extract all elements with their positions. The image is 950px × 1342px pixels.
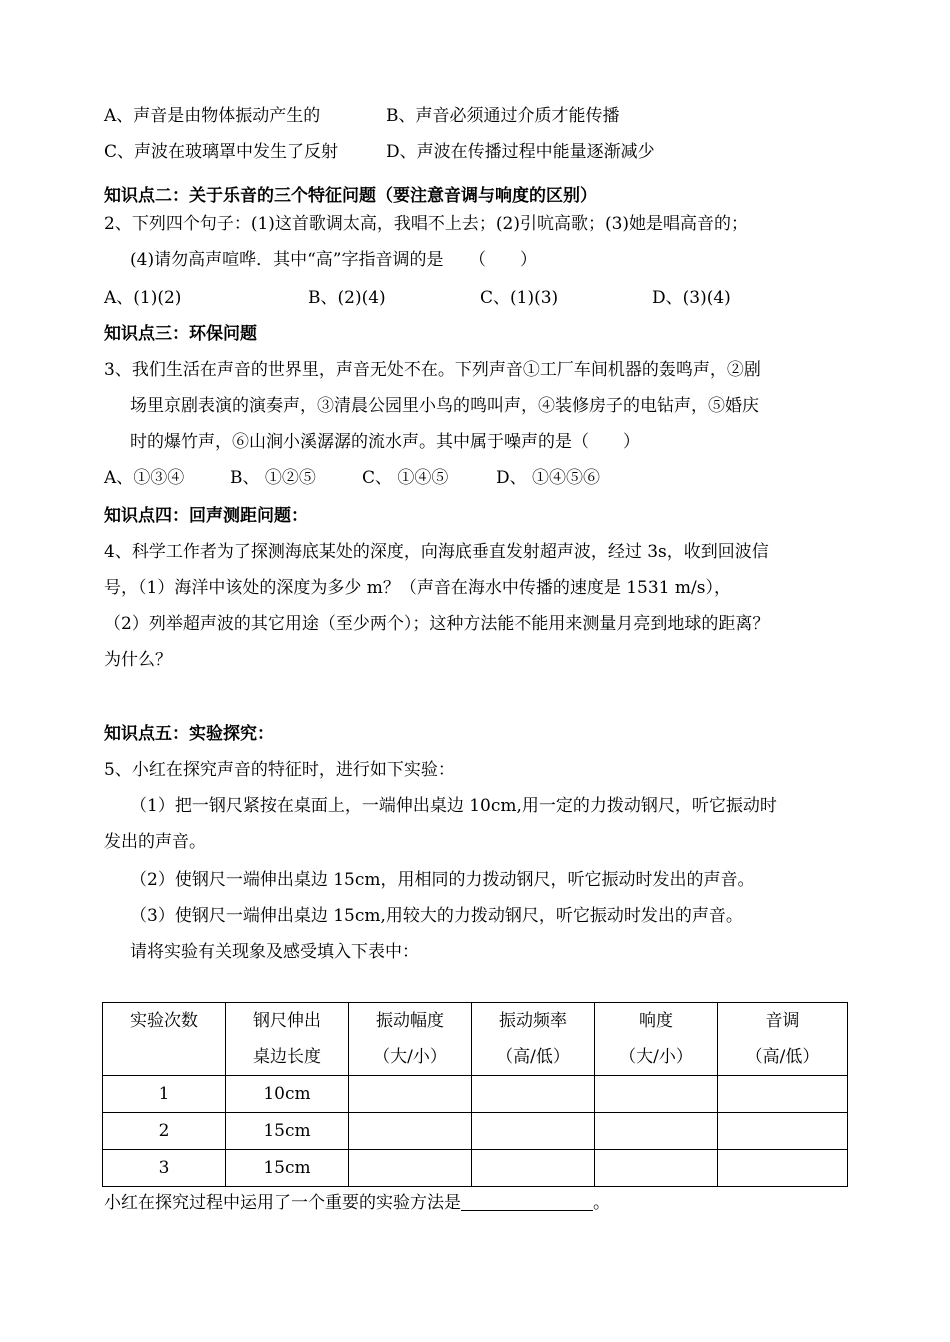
q2-option-b: B、(2)(4) xyxy=(308,288,386,308)
table-cell: 15cm xyxy=(226,1150,349,1187)
table-cell[interactable] xyxy=(595,1113,718,1150)
kp5-heading: 知识点五：实验探究： xyxy=(104,724,274,744)
table-cell: 2 xyxy=(103,1113,226,1150)
table-header-cell: 钢尺伸出 桌边长度 xyxy=(226,1003,349,1076)
table-cell[interactable] xyxy=(718,1076,848,1113)
table-cell[interactable] xyxy=(472,1150,595,1187)
table-cell[interactable] xyxy=(595,1076,718,1113)
q5-method-end: 。 xyxy=(593,1193,610,1213)
table-header-cell: 音调 （高/低） xyxy=(718,1003,848,1076)
q2-line-2: (4)请勿高声喧哗．其中“高”字指音调的是 （ ） xyxy=(130,250,537,270)
q1-option-c: C、声波在玻璃罩中发生了反射 xyxy=(104,142,339,162)
q4-line-1: 4、科学工作者为了探测海底某处的深度，向海底垂直发射超声波，经过 3s，收到回波信 xyxy=(104,542,769,562)
table-cell[interactable] xyxy=(718,1113,848,1150)
table-cell[interactable] xyxy=(349,1150,472,1187)
experiment-table xyxy=(102,1002,848,1187)
kp2-heading: 知识点二：关于乐音的三个特征问题（要注意音调与响度的区别） xyxy=(104,186,597,206)
q5-step-1b: 发出的声音。 xyxy=(104,832,206,852)
kp3-heading: 知识点三：环保问题 xyxy=(104,324,257,344)
q5-method-line xyxy=(104,1190,610,1215)
q3-option-b: B、 ①②⑤ xyxy=(230,468,316,488)
q5-intro: 5、小红在探究声音的特征时，进行如下实验： xyxy=(104,760,455,780)
q4-line-3: （2）列举超声波的其它用途（至少两个）；这种方法能不能用来测量月亮到地球的距离？ xyxy=(104,614,770,634)
table-cell[interactable] xyxy=(595,1150,718,1187)
q5-fill-instruction: 请将实验有关现象及感受填入下表中： xyxy=(130,942,419,962)
q5-step-2: （2）使钢尺一端伸出桌边 15cm，用相同的力拨动钢尺，听它振动时发出的声音。 xyxy=(130,870,755,890)
table-row xyxy=(103,1076,848,1113)
answer-blank[interactable] xyxy=(461,1190,593,1211)
table-cell: 10cm xyxy=(226,1076,349,1113)
table-cell[interactable] xyxy=(349,1076,472,1113)
table-cell[interactable] xyxy=(718,1150,848,1187)
table-cell: 3 xyxy=(103,1150,226,1187)
q3-option-a: A、①③④ xyxy=(104,468,185,488)
table-cell: 15cm xyxy=(226,1113,349,1150)
table-cell: 1 xyxy=(103,1076,226,1113)
table-header-cell: 实验次数 xyxy=(103,1003,226,1076)
q2-option-a: A、(1)(2) xyxy=(104,288,182,308)
q5-method-text: 小红在探究过程中运用了一个重要的实验方法是 xyxy=(104,1193,461,1213)
table-cell[interactable] xyxy=(472,1113,595,1150)
q3-line-3: 时的爆竹声，⑥山涧小溪潺潺的流水声。其中属于噪声的是（ ） xyxy=(130,432,640,452)
q5-step-1a: （1）把一钢尺紧按在桌面上，一端伸出桌边 10cm,用一定的力拨动钢尺，听它振动时 xyxy=(130,796,777,816)
q3-option-c: C、 ①④⑤ xyxy=(362,468,449,488)
table-cell[interactable] xyxy=(349,1113,472,1150)
table-header-cell: 振动频率 （高/低） xyxy=(472,1003,595,1076)
table-row xyxy=(103,1113,848,1150)
q2-option-c: C、(1)(3) xyxy=(480,288,559,308)
q1-option-d: D、声波在传播过程中能量逐渐减少 xyxy=(386,142,655,162)
table-cell[interactable] xyxy=(472,1076,595,1113)
table-header-cell: 振动幅度 （大/小） xyxy=(349,1003,472,1076)
q2-line-1: 2、下列四个句子：(1)这首歌调太高，我唱不上去；(2)引吭高歌；(3)她是唱高音的； xyxy=(104,214,749,234)
q3-option-d: D、 ①④⑤⑥ xyxy=(496,468,601,488)
q3-line-1: 3、我们生活在声音的世界里，声音无处不在。下列声音①工厂车间机器的轰鸣声，②剧 xyxy=(104,360,761,380)
q1-option-a: A、声音是由物体振动产生的 xyxy=(104,106,321,126)
q1-option-b: B、声音必须通过介质才能传播 xyxy=(386,106,620,126)
table-header-row xyxy=(103,1003,848,1076)
q5-step-3: （3）使钢尺一端伸出桌边 15cm,用较大的力拨动钢尺，听它振动时发出的声音。 xyxy=(130,906,743,926)
q3-line-2: 场里京剧表演的演奏声，③清晨公园里小鸟的鸣叫声，④装修房子的电钻声，⑤婚庆 xyxy=(130,396,759,416)
q4-line-2: 号，（1）海洋中该处的深度为多少 m？（声音在海水中传播的速度是 1531 m/s）， xyxy=(104,578,731,598)
table-row xyxy=(103,1150,848,1187)
q4-line-4: 为什么？ xyxy=(104,650,172,670)
q2-option-d: D、(3)(4) xyxy=(652,288,731,308)
table-header-cell: 响度 （大/小） xyxy=(595,1003,718,1076)
kp4-heading: 知识点四：回声测距问题： xyxy=(104,506,308,526)
